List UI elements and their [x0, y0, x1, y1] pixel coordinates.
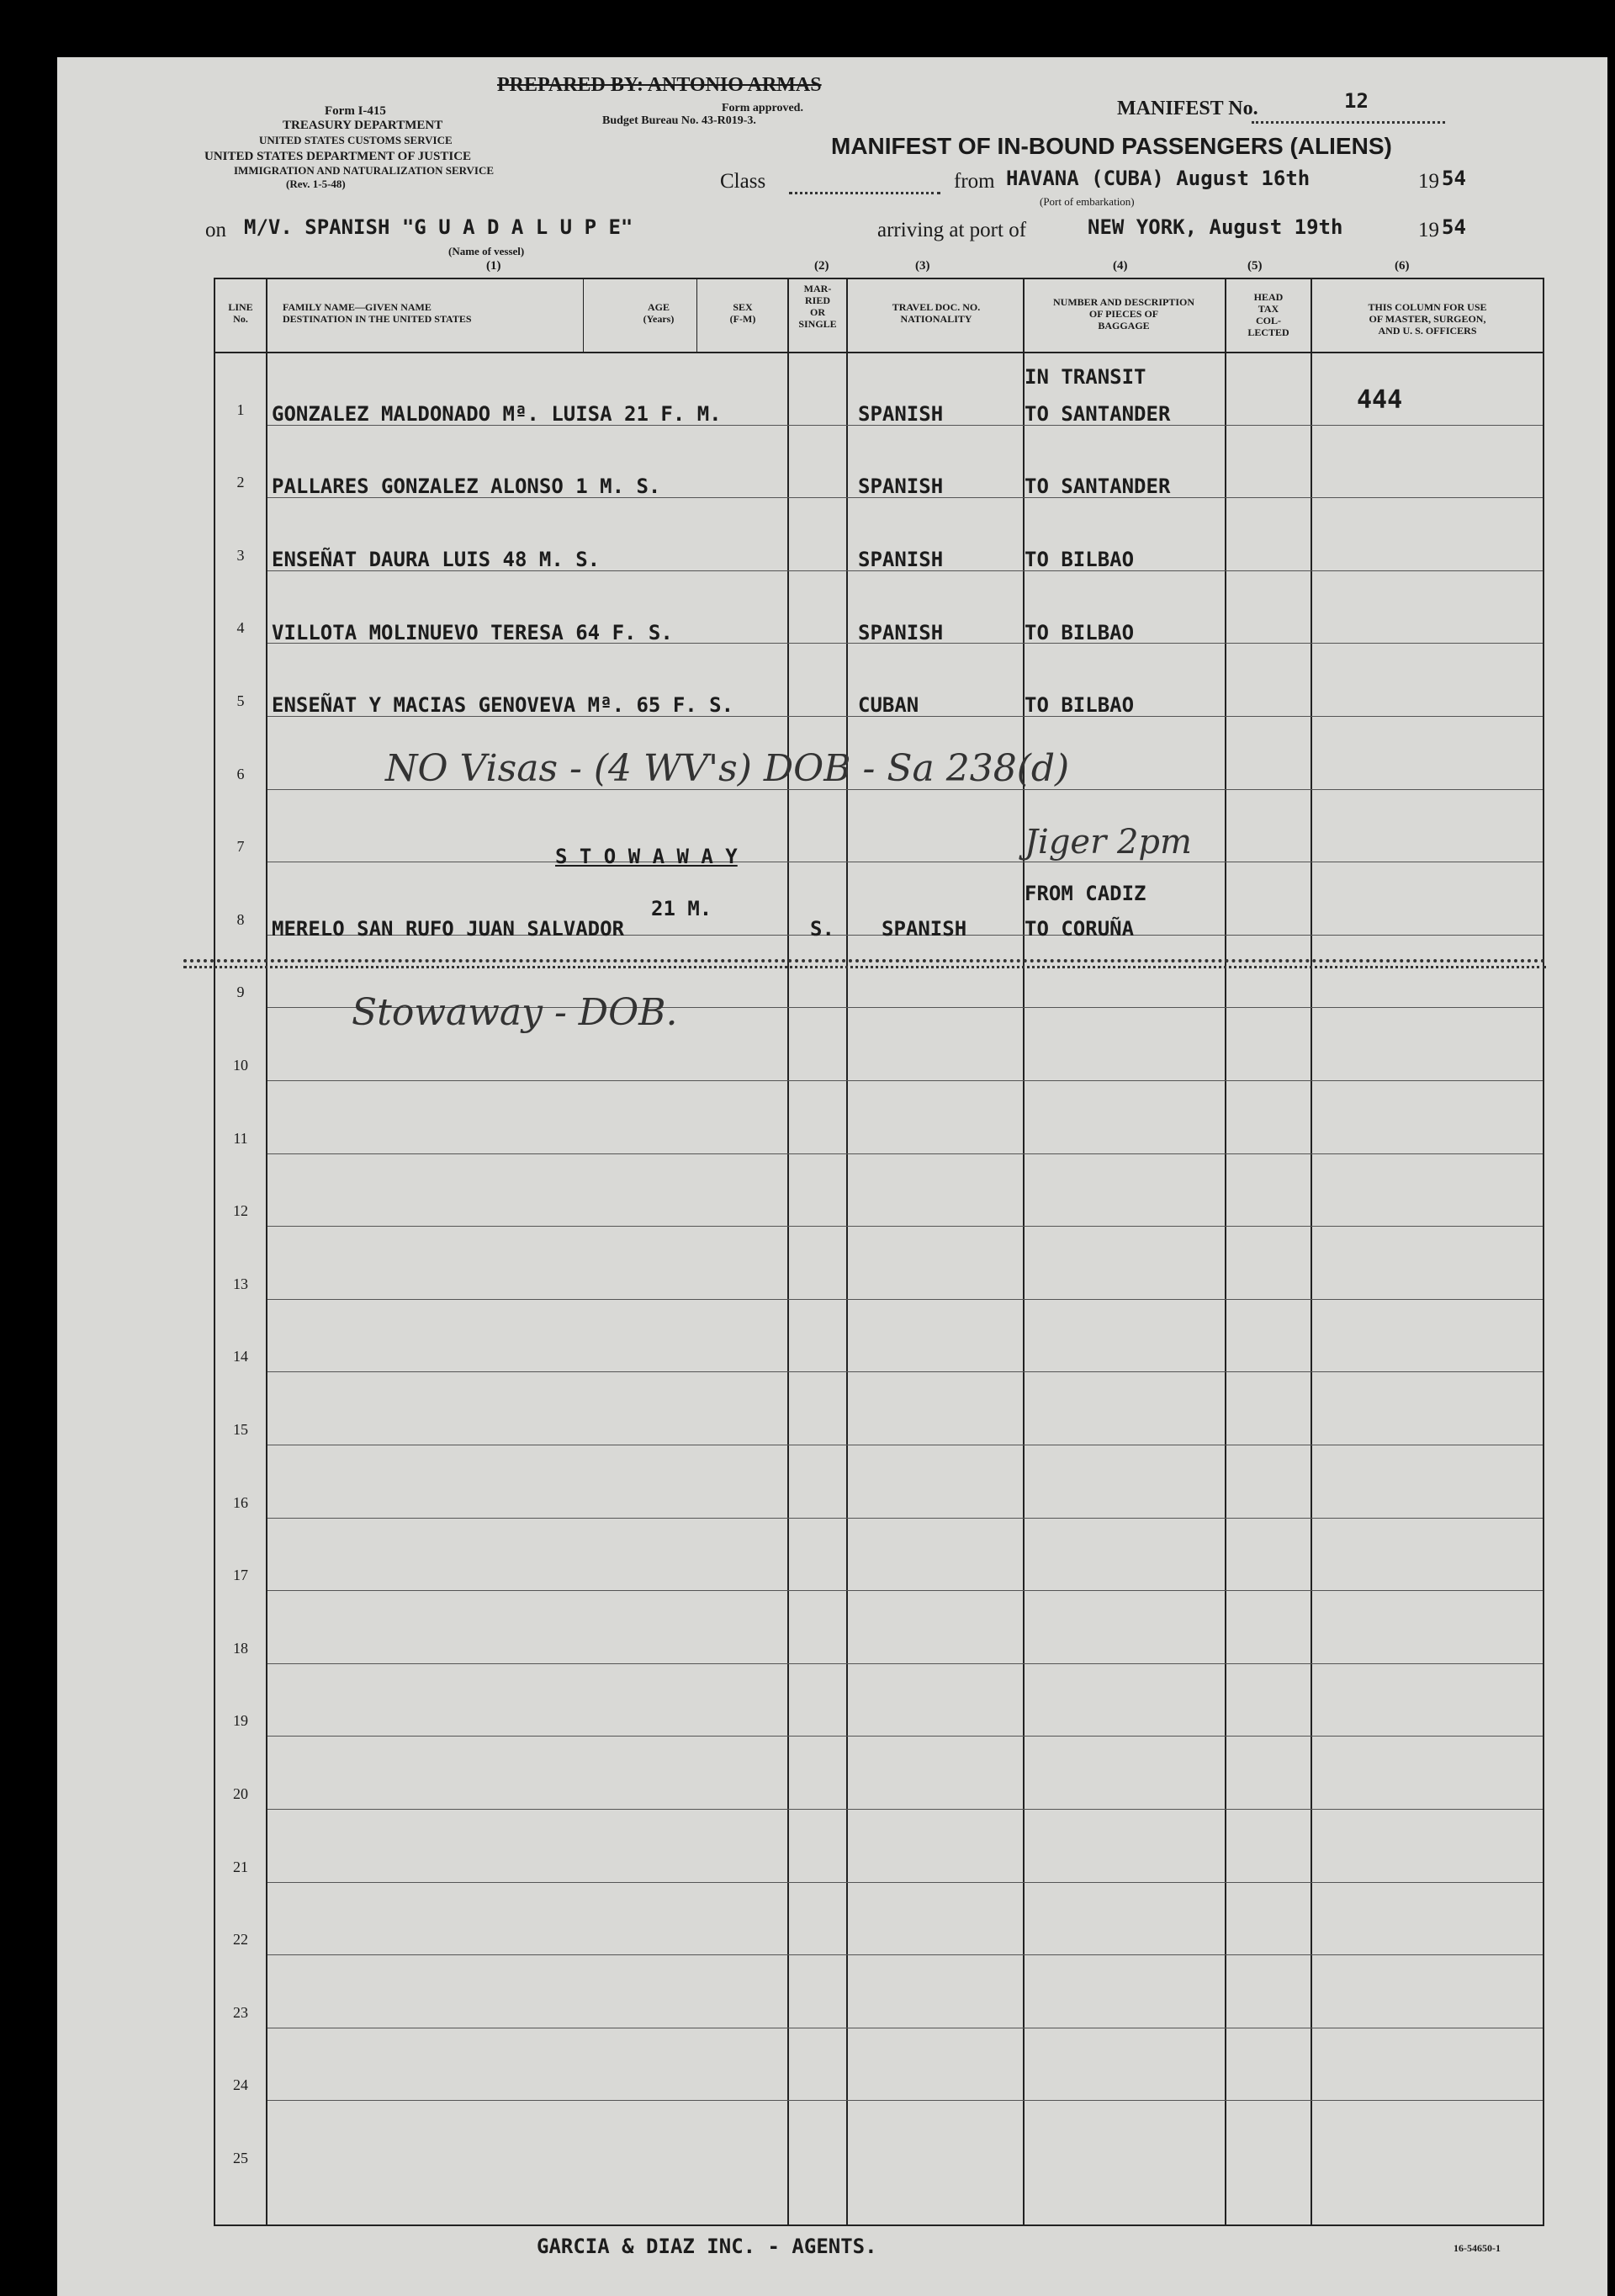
table-left-border — [214, 278, 215, 2226]
line-number: 4 — [236, 619, 245, 637]
line-number: 5 — [236, 692, 245, 709]
passenger-baggage-2: TO SANTANDER — [1025, 475, 1171, 498]
line-number: 15 — [233, 1421, 248, 1438]
row-rule — [267, 1153, 1543, 1154]
line-number: 8 — [236, 910, 245, 928]
port-of-embarkation-caption: (Port of embarkation) — [1040, 195, 1135, 208]
line-number: 11 — [233, 1129, 248, 1147]
row-rule — [267, 1080, 1543, 1081]
stowaway-heading: S T O W A W A Y — [555, 845, 738, 868]
vessel-caption: (Name of vessel) — [448, 245, 525, 257]
line-number: 1 — [236, 400, 245, 418]
arriving-year-prefix: 19 — [1418, 219, 1439, 241]
manifest-no-label: MANIFEST No. — [1117, 98, 1258, 119]
stowaway-nationality: SPANISH — [882, 917, 967, 941]
line-number: 25 — [233, 2150, 248, 2166]
line-number: 7 — [236, 838, 245, 856]
manifest-title: MANIFEST OF IN-BOUND PASSENGERS (ALIENS) — [831, 133, 1392, 159]
arriving-value: NEW YORK, August 19th — [1088, 215, 1343, 239]
table-top-border — [214, 278, 1544, 279]
class-label: Class — [720, 170, 766, 193]
passenger-nationality-3: SPANISH — [858, 548, 944, 571]
line-number: 18 — [233, 1639, 248, 1657]
manifest-page — [57, 57, 1607, 2296]
col-divider-2 — [583, 278, 584, 352]
line-number: 21 — [233, 1858, 248, 1875]
passenger-baggage-1: TO SANTANDER — [1025, 402, 1171, 426]
line-number: 24 — [233, 2076, 248, 2094]
passenger-row-3: ENSEÑAT DAURA LUIS 48 M. S. — [272, 548, 601, 571]
header-married: MAR- RIED OR SINGLE — [798, 283, 837, 330]
passenger-baggage-5: TO BILBAO — [1025, 693, 1135, 717]
arriving-label: arriving at port of — [877, 219, 1027, 241]
col-num-2: (2) — [814, 259, 829, 273]
from-label: from — [954, 170, 995, 193]
line-number: 2 — [236, 474, 245, 491]
header-head-tax: HEAD TAX COL- LECTED — [1247, 291, 1289, 338]
passenger-row-2: PALLARES GONZALEZ ALONSO 1 M. S. — [272, 475, 661, 498]
col-num-6: (6) — [1395, 259, 1410, 273]
handwritten-note-line-6: NO Visas - (4 WV's) DOB - Sa 238(d) — [385, 747, 1070, 790]
line-number: 19 — [233, 1712, 248, 1730]
line-number: 10 — [233, 1057, 248, 1074]
stowaway-baggage: TO CORUÑA — [1025, 917, 1135, 941]
row-rule — [267, 1663, 1543, 1664]
handwritten-note-line-9: Stowaway - DOB. — [352, 991, 678, 1034]
passenger-nationality-5: CUBAN — [858, 693, 919, 717]
handwritten-note-line-7: Jiger 2pm — [1025, 823, 1192, 862]
from-value: HAVANA (CUBA) August 16th — [1006, 167, 1311, 190]
line-number: 9 — [236, 984, 245, 1001]
form-info-4: UNITED STATES DEPARTMENT OF JUSTICE — [204, 150, 472, 163]
line-number: 16 — [233, 1493, 248, 1511]
line-number: 6 — [236, 765, 245, 782]
row-rule — [267, 1518, 1543, 1519]
table-bottom-border — [214, 2224, 1544, 2226]
prepared-by: PREPARED BY: ANTONIO ARMAS — [497, 74, 822, 96]
line-number: 12 — [233, 1202, 248, 1220]
form-info-1: Form I-415 — [325, 104, 386, 118]
form-approved-2: Budget Bureau No. 43-R019-3. — [602, 114, 756, 127]
passenger-nationality-4: SPANISH — [858, 621, 944, 644]
passenger-officer-1: 444 — [1357, 385, 1403, 415]
col-num-5: (5) — [1247, 259, 1263, 273]
stowaway-age-sex: 21 M. — [651, 897, 712, 920]
row-rule — [267, 1226, 1543, 1227]
line-number: 14 — [233, 1348, 248, 1365]
form-info-6: (Rev. 1-5-48) — [286, 178, 346, 190]
form-info-5: IMMIGRATION AND NATURALIZATION SERVICE — [234, 164, 495, 177]
col-num-4: (4) — [1113, 259, 1128, 273]
table-right-border — [1543, 278, 1544, 2226]
header-name: FAMILY NAME—GIVEN NAME DESTINATION IN THE UNITED STATES — [283, 301, 472, 325]
header-sex: SEX (F-M) — [729, 301, 756, 325]
stowaway-status: S. — [810, 917, 834, 941]
on-label: on — [205, 219, 226, 241]
row-rule — [267, 1736, 1543, 1737]
row-rule — [267, 2100, 1543, 2101]
line-number: 22 — [233, 1931, 248, 1949]
passenger-baggage-above-1: IN TRANSIT — [1025, 365, 1146, 389]
footer-agents: GARCIA & DIAZ INC. - AGENTS. — [537, 2235, 877, 2258]
form-approved-1: Form approved. — [722, 102, 803, 114]
row-rule — [267, 1954, 1543, 1955]
passenger-baggage-4: TO BILBAO — [1025, 621, 1135, 644]
from-year: 54 — [1442, 167, 1466, 190]
col-num-3: (3) — [915, 259, 930, 273]
line-number: 3 — [236, 546, 245, 564]
from-year-prefix: 19 — [1418, 170, 1439, 193]
header-line-no: LINE No. — [228, 301, 253, 325]
line-number: 23 — [233, 2003, 248, 2021]
line-number: 20 — [233, 1785, 248, 1802]
passenger-row-4: VILLOTA MOLINUEVO TERESA 64 F. S. — [272, 621, 673, 644]
row-rule — [267, 1809, 1543, 1810]
passenger-nationality-1: SPANISH — [858, 402, 944, 426]
passenger-nationality-2: SPANISH — [858, 475, 944, 498]
row-rule — [267, 1371, 1543, 1372]
header-travel-doc: TRAVEL DOC. NO. NATIONALITY — [892, 301, 981, 325]
header-bottom-border — [214, 352, 1544, 353]
form-info-3: UNITED STATES CUSTOMS SERVICE — [259, 134, 453, 146]
row-rule — [267, 1299, 1543, 1300]
line-number: 13 — [233, 1275, 248, 1292]
passenger-baggage-3: TO BILBAO — [1025, 548, 1135, 571]
col-num-1: (1) — [486, 259, 501, 273]
col-divider-3 — [696, 278, 697, 352]
form-info-2: TREASURY DEPARTMENT — [283, 119, 443, 132]
vessel-name: M/V. SPANISH "G U A D A L U P E" — [244, 215, 633, 239]
header-age: AGE (Years) — [643, 301, 675, 325]
passenger-row-1: GONZALEZ MALDONADO Mª. LUISA 21 F. M. — [272, 402, 722, 426]
row-rule — [267, 1590, 1543, 1591]
footer-code: 16-54650-1 — [1454, 2242, 1501, 2254]
stowaway-name: MERELO SAN RUFO JUAN SALVADOR — [272, 917, 625, 941]
line-number: 17 — [233, 1567, 248, 1584]
row-rule — [267, 1882, 1543, 1883]
manifest-no: 12 — [1344, 89, 1369, 113]
header-baggage: NUMBER AND DESCRIPTION OF PIECES OF BAGGAGE — [1052, 296, 1195, 331]
arriving-year: 54 — [1442, 215, 1466, 239]
header-officers: THIS COLUMN FOR USE OF MASTER, SURGEON, AND U. S. OFFICERS — [1368, 301, 1487, 337]
separator-line — [183, 959, 1546, 962]
passenger-row-5: ENSEÑAT Y MACIAS GENOVEVA Mª. 65 F. S. — [272, 693, 734, 717]
stowaway-baggage-above: FROM CADIZ — [1025, 882, 1146, 905]
